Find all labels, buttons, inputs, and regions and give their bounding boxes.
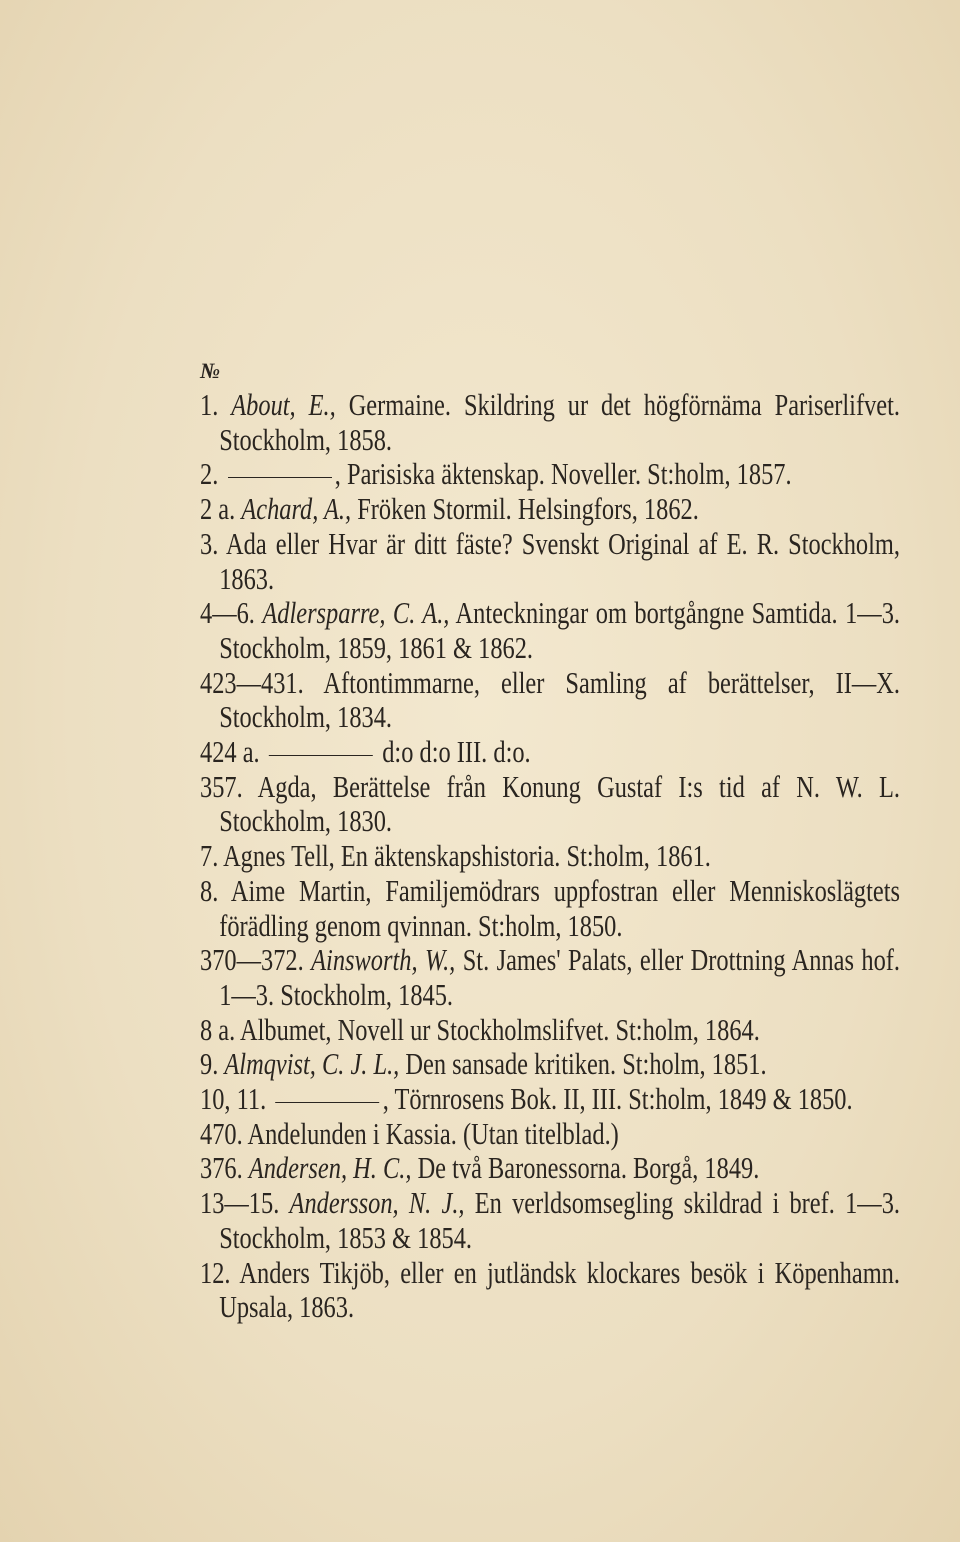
entry-text: Fröken Stormil. Helsingfors, 1862.: [351, 492, 699, 527]
catalog-entry: [200, 457, 900, 492]
entry-number: 7.: [200, 839, 219, 874]
entry-author: Achard, A.,: [241, 492, 352, 527]
entry-number: 3.: [200, 526, 219, 561]
entry-number: 357.: [200, 769, 243, 804]
catalog-entry: [200, 1256, 900, 1325]
catalog-entry: [200, 874, 900, 943]
number-sign-heading: №: [200, 358, 220, 383]
ditto-dash: [269, 755, 373, 756]
entry-text: Germaine. Skildring ur det högförnäma Pariserlifvet. Stockholm, 1858.: [219, 388, 901, 457]
catalog-entry: [200, 666, 900, 735]
catalog-entry: [200, 1186, 900, 1255]
entry-number: 424 a.: [200, 735, 260, 770]
entry-text: Aftontimmarne, eller Samling af berättelser, II—X. Stockholm, 1834.: [219, 665, 900, 735]
ditto-dash: [228, 477, 332, 478]
entry-number: 2.: [200, 457, 219, 492]
entry-text: Den sansade kritiken. St:holm, 1851.: [399, 1047, 767, 1082]
catalog-entry: [200, 839, 900, 874]
entry-number: 370—372.: [200, 943, 304, 978]
entry-number: 1.: [200, 388, 219, 422]
catalog-entry: [200, 492, 900, 527]
entry-text: De två Baronessorna. Borgå, 1849.: [411, 1151, 760, 1186]
entry-number: 4—6.: [200, 596, 255, 631]
entry-number: 13—15.: [200, 1186, 280, 1221]
catalog-entries: [200, 388, 900, 1325]
entry-text: Agda, Berättelse från Konung Gustaf I:s tid af N. W. L. Stockholm, 1830.: [219, 769, 900, 839]
entry-text: Anders Tikjöb, eller en jutländsk klockares besök i Köpenhamn. Upsala, 1863.: [219, 1255, 900, 1325]
ditto-dash: [276, 1102, 380, 1103]
entry-author: About, E.,: [231, 388, 336, 422]
entry-text: d:o d:o III. d:o.: [376, 735, 531, 770]
catalog-entry: [200, 1117, 900, 1152]
entry-text: , Törnrosens Bok. II, III. St:holm, 1849 & 1850.: [382, 1082, 853, 1117]
entry-author: Almqvist, C. J. L.,: [224, 1047, 400, 1082]
catalog-entry: [200, 943, 900, 1012]
entry-text: Ada eller Hvar är ditt fäste? Svenskt Original af E. R. Stockholm, 1863.: [219, 526, 901, 596]
catalog-entry: [200, 1082, 900, 1117]
entry-number: 8.: [200, 873, 219, 908]
entry-text: Albumet, Novell ur Stockholmslifvet. St:holm, 1864.: [240, 1012, 760, 1047]
entry-number: 12.: [200, 1255, 231, 1290]
entry-text: Aime Martin, Familjemödrars uppfostran eller Menniskoslägtets förädling genom qvinnan. St:holm, 1850.: [219, 873, 901, 943]
catalog-entry: [200, 735, 900, 770]
catalog-entry: [200, 770, 900, 839]
entry-text: Anteckningar om bortgångne Samtida. 1—3. Stockholm, 1859, 1861 & 1862.: [219, 596, 901, 665]
entry-number: 470.: [200, 1116, 243, 1151]
entry-number: 8 a.: [200, 1012, 236, 1047]
entry-text: St. James' Palats, eller Drottning Annas hof. 1—3. Stockholm, 1845.: [219, 943, 901, 1012]
entry-number: 9.: [200, 1047, 219, 1082]
entry-text: En verldsomsegling skildrad i bref. 1—3. Stockholm, 1853 & 1854.: [219, 1186, 900, 1255]
catalog-entry: [200, 527, 900, 596]
entry-text: Agnes Tell, En äktenskapshistoria. St:holm, 1861.: [223, 839, 711, 874]
entry-text: , Parisiska äktenskap. Noveller. St:holm, 1857.: [334, 457, 792, 492]
entry-number: 423—431.: [200, 665, 304, 700]
entry-author: Ainsworth, W.,: [311, 943, 456, 978]
catalog-entry: [200, 1151, 900, 1186]
entry-number: 10, 11.: [200, 1082, 267, 1117]
catalog-entry: [200, 1013, 900, 1048]
entry-text: Andelunden i Kassia. (Utan titelblad.): [247, 1116, 619, 1151]
entry-number: 2 a.: [200, 492, 236, 527]
entry-author: Adlersparre, C. A.,: [262, 596, 450, 631]
entry-number: 376.: [200, 1151, 243, 1186]
catalog-entry: [200, 596, 900, 665]
entry-author: Andersen, H. C.,: [248, 1151, 412, 1186]
entry-author: Andersson, N. J.,: [289, 1186, 465, 1221]
catalog-entry: [200, 1047, 900, 1082]
catalog-entry: [200, 388, 900, 457]
